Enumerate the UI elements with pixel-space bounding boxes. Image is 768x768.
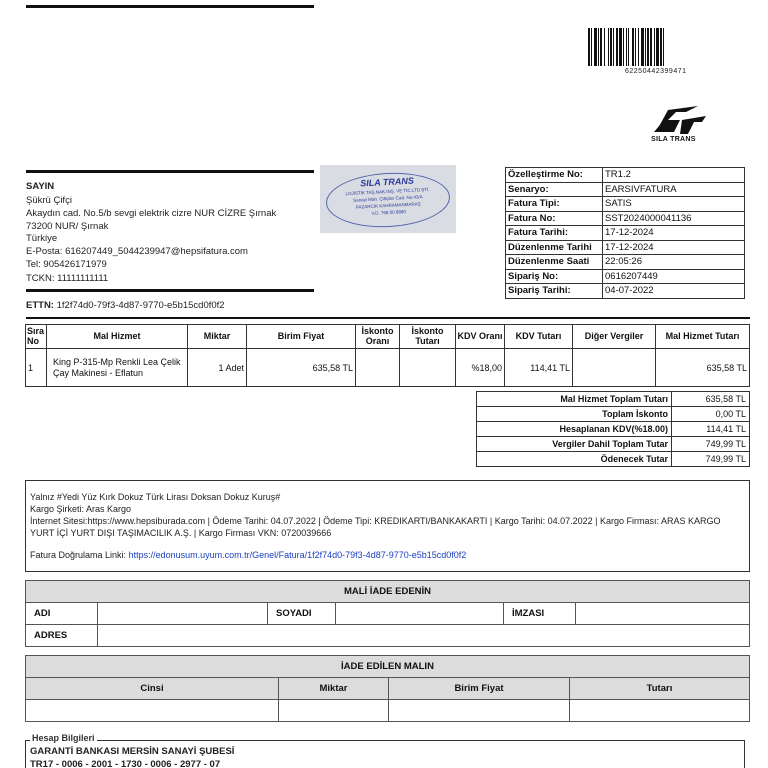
table-row bbox=[26, 349, 750, 387]
cell-birim-fiyat: 635,58 TL bbox=[247, 349, 356, 387]
col-kdv-tutari: KDV Tutarı bbox=[505, 325, 573, 349]
recipient-email: E-Posta: 616207449_5044239947@hepsifatura.com bbox=[26, 246, 248, 257]
recipient-address-line-1: Akaydın cad. No.5/b sevgi elektrik cizre NUR CİZRE Şırnak bbox=[26, 208, 277, 219]
soyadi-label: SOYADI bbox=[268, 603, 336, 625]
totals-key: Hesaplanan KDV(%18.00) bbox=[477, 422, 672, 437]
returned-goods-title: İADE EDİLEN MALIN bbox=[26, 656, 750, 678]
cell-kdv-tutari: 114,41 TL bbox=[505, 349, 573, 387]
col-miktar: Miktar bbox=[188, 325, 247, 349]
info-row bbox=[506, 269, 745, 284]
cell-miktar: 1 Adet bbox=[188, 349, 247, 387]
info-key: Sipariş No: bbox=[506, 269, 603, 284]
info-key: Düzenlenme Saati bbox=[506, 255, 603, 270]
recipient-address-line-2: 73200 NUR/ Şırnak bbox=[26, 221, 109, 232]
info-row bbox=[506, 240, 745, 255]
verification-label: Fatura Doğrulama Linki: bbox=[30, 550, 127, 560]
info-row bbox=[506, 211, 745, 226]
col-mal-hizmet-tutari: Mal Hizmet Tutarı bbox=[656, 325, 750, 349]
totals-key: Mal Hizmet Toplam Tutarı bbox=[477, 392, 672, 407]
info-key: Senaryo: bbox=[506, 182, 603, 197]
returned-goods-table bbox=[25, 655, 750, 722]
birim-fiyat-field[interactable] bbox=[389, 700, 570, 722]
ettn bbox=[26, 300, 225, 311]
totals-row bbox=[477, 422, 750, 437]
cinsi-field[interactable] bbox=[26, 700, 279, 722]
totals-row bbox=[477, 452, 750, 467]
adres-field[interactable] bbox=[98, 625, 750, 647]
col-sira: Sıra No bbox=[26, 325, 47, 349]
imzasi-label: İMZASI bbox=[504, 603, 576, 625]
address-top-rule bbox=[26, 170, 314, 173]
col-iskonto-tutari: İskonto Tutarı bbox=[400, 325, 456, 349]
totals-key: Ödenecek Tutar bbox=[477, 452, 672, 467]
totals-table bbox=[476, 391, 750, 467]
col-miktar: Miktar bbox=[279, 678, 389, 700]
info-row bbox=[506, 284, 745, 299]
tutari-field[interactable] bbox=[570, 700, 750, 722]
stamp-line: Sanayi Mah. Çiftçiler Cad. No:43/A bbox=[353, 194, 423, 203]
ettn-value: 1f2f74d0-79f3-4d87-9770-e5b15cd0f0f2 bbox=[56, 300, 225, 311]
info-row bbox=[506, 168, 745, 183]
col-iskonto-orani: İskonto Oranı bbox=[356, 325, 400, 349]
col-tutari: Tutarı bbox=[570, 678, 750, 700]
ettn-bottom-rule bbox=[26, 317, 750, 319]
stamp-line: PAZARCIK KAHRAMANMARAŞ bbox=[355, 201, 421, 210]
info-row bbox=[506, 197, 745, 212]
info-key: Fatura Tarihi: bbox=[506, 226, 603, 241]
info-value: 04-07-2022 bbox=[603, 284, 745, 299]
stamp-title: SILA TRANS bbox=[359, 175, 415, 189]
col-mal-hizmet: Mal Hizmet bbox=[47, 325, 188, 349]
soyadi-field[interactable] bbox=[336, 603, 504, 625]
info-key: Sipariş Tarihi: bbox=[506, 284, 603, 299]
logo-text: SILA TRANS bbox=[651, 136, 696, 143]
totals-row bbox=[477, 437, 750, 452]
info-value: 22:05:26 bbox=[603, 255, 745, 270]
recipient-name: Şükrü Çifçi bbox=[26, 195, 72, 206]
cell-mal-hizmet-tutari: 635,58 TL bbox=[656, 349, 750, 387]
cell-sira: 1 bbox=[26, 349, 47, 387]
bank-iban: TR17 - 0006 - 2001 - 1730 - 0006 - 2977 - 07 bbox=[30, 759, 221, 768]
col-birim-fiyat: Birim Fiyat bbox=[247, 325, 356, 349]
info-value: EARSIVFATURA bbox=[603, 182, 745, 197]
totals-value: 749,99 TL bbox=[672, 437, 750, 452]
info-value: 0616207449 bbox=[603, 269, 745, 284]
notes-box bbox=[25, 480, 750, 572]
col-diger-vergiler: Diğer Vergiler bbox=[573, 325, 656, 349]
cargo-company: Kargo Şirketi: Aras Kargo bbox=[30, 504, 132, 514]
totals-key: Toplam İskonto bbox=[477, 407, 672, 422]
info-value: 17-12-2024 bbox=[603, 240, 745, 255]
adi-label: ADI bbox=[26, 603, 98, 625]
recipient-heading: SAYIN bbox=[26, 181, 55, 192]
info-value: SST2024000041136 bbox=[603, 211, 745, 226]
amount-in-words: Yalnız #Yedi Yüz Kırk Dokuz Türk Lirası Doksan Dokuz Kuruş# bbox=[30, 492, 281, 502]
stamp-line: V.D. 768 00 8880 bbox=[371, 209, 407, 216]
totals-row bbox=[477, 392, 750, 407]
totals-value: 114,41 TL bbox=[672, 422, 750, 437]
company-stamp bbox=[320, 165, 456, 233]
bank-info-title: Hesap Bilgileri bbox=[32, 733, 95, 743]
totals-value: 749,99 TL bbox=[672, 452, 750, 467]
items-table bbox=[25, 324, 750, 387]
col-cinsi: Cinsi bbox=[26, 678, 279, 700]
info-value: TR1.2 bbox=[603, 168, 745, 183]
info-row bbox=[506, 226, 745, 241]
info-row bbox=[506, 182, 745, 197]
adres-label: ADRES bbox=[26, 625, 98, 647]
address-bottom-rule bbox=[26, 289, 314, 292]
barcode-number: 62250442399471 bbox=[625, 68, 687, 75]
totals-value: 635,58 TL bbox=[672, 392, 750, 407]
totals-key: Vergiler Dahil Toplam Tutar bbox=[477, 437, 672, 452]
cell-kdv-orani: %18,00 bbox=[456, 349, 505, 387]
cell-iskonto-tutari bbox=[400, 349, 456, 387]
verification-row bbox=[30, 549, 745, 561]
recipient-tckn: TCKN: 11111111111 bbox=[26, 273, 109, 284]
info-row bbox=[506, 255, 745, 270]
verification-link[interactable]: https://edonusum.uyum.com.tr/Genel/Fatura/1f2f74d0-79f3-4d87-9770-e5b15cd0f0f2 bbox=[128, 550, 467, 560]
cell-diger-vergiler bbox=[573, 349, 656, 387]
info-value: 17-12-2024 bbox=[603, 226, 745, 241]
cell-mal-hizmet: King P-315-Mp Renkli Lea Çelik Çay Makinesi - Eflatun bbox=[47, 349, 188, 387]
totals-row bbox=[477, 407, 750, 422]
cell-iskonto-orani bbox=[356, 349, 400, 387]
recipient-country: Türkiye bbox=[26, 233, 58, 244]
adi-field[interactable] bbox=[98, 603, 268, 625]
info-key: Düzenlenme Tarihi bbox=[506, 240, 603, 255]
totals-value: 0,00 TL bbox=[672, 407, 750, 422]
invoice-info-table bbox=[505, 167, 745, 299]
info-value: SATIS bbox=[603, 197, 745, 212]
info-key: Fatura Tipi: bbox=[506, 197, 603, 212]
order-details: İnternet Sitesi:https://www.hepsiburada.com | Ödeme Tarihi: 04.07.2022 | Ödeme Tipi: KREDIKARTI/BANKAKARTI | Kargo Tarihi: 04.07.2022 | Kargo Firması: ARAS KARGO YURT İÇİ YURT DIŞI TAŞIMACILIK A.Ş. | Kargo Firması VKN: 0720039666 bbox=[30, 516, 721, 538]
info-key: Fatura No: bbox=[506, 211, 603, 226]
col-kdv-orani: KDV Oranı bbox=[456, 325, 505, 349]
miktar-field[interactable] bbox=[279, 700, 389, 722]
top-rule bbox=[26, 5, 314, 8]
col-birim-fiyat: Birim Fiyat bbox=[389, 678, 570, 700]
info-key: Özelleştirme No: bbox=[506, 168, 603, 183]
return-person-title: MALİ İADE EDENİN bbox=[26, 581, 750, 603]
ettn-label: ETTN: bbox=[26, 300, 54, 311]
recipient-phone: Tel: 905426171979 bbox=[26, 259, 107, 270]
stamp-line: LOJİSTİK TAŞ.NAK.İNŞ. VE TİC.LTD.ŞTİ. bbox=[345, 186, 430, 197]
bank-name: GARANTİ BANKASI MERSİN SANAYİ ŞUBESİ bbox=[30, 746, 235, 757]
return-person-table bbox=[25, 580, 750, 647]
barcode bbox=[588, 28, 745, 66]
imzasi-field[interactable] bbox=[576, 603, 750, 625]
